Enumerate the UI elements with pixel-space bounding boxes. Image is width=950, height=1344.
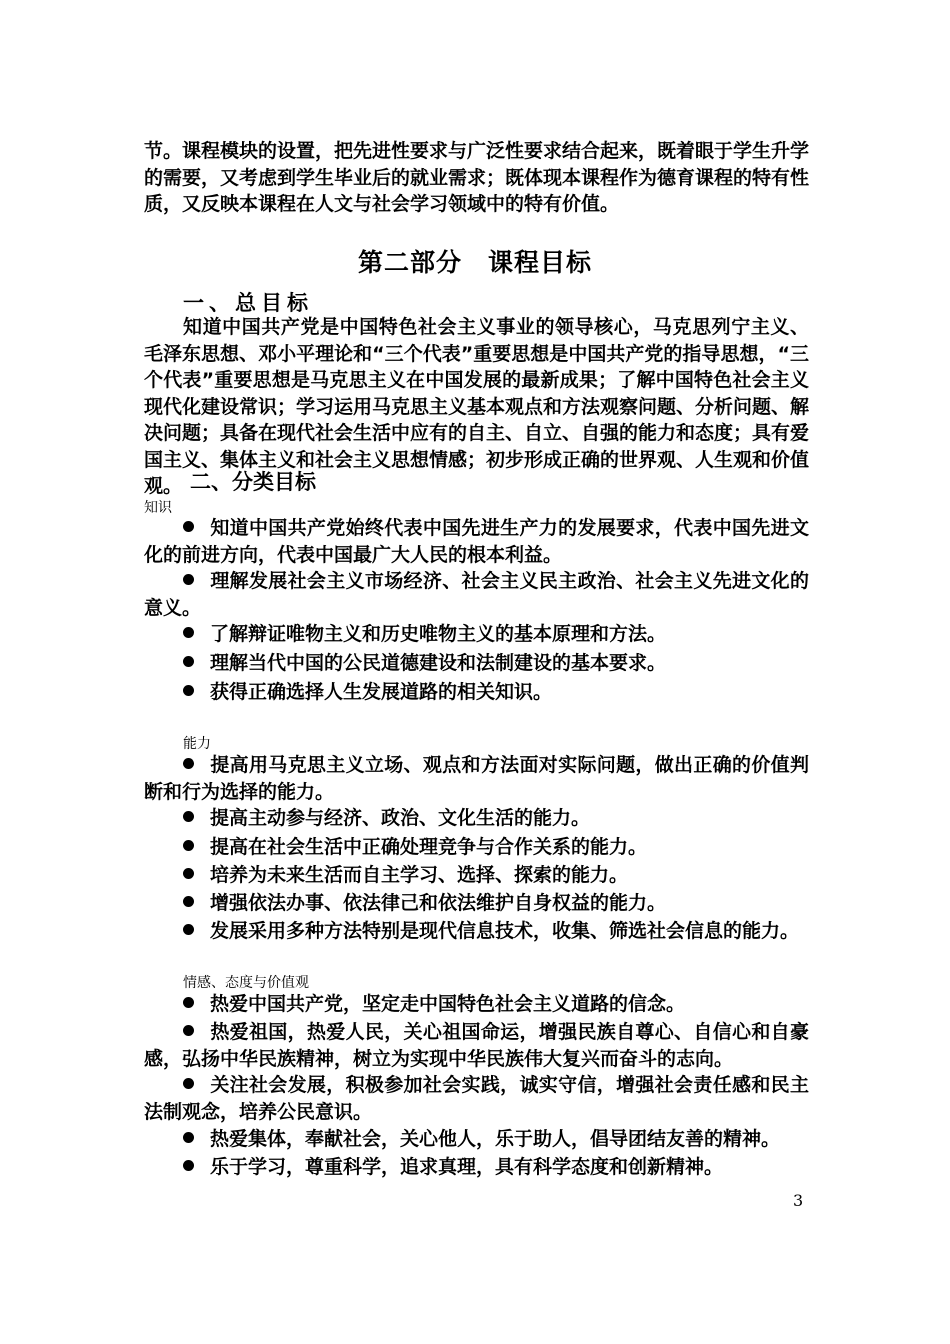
attitude-item: 乐于学习，尊重科学，追求真理，具有科学态度和创新精神。 [144, 1154, 809, 1181]
bullet-icon [183, 924, 194, 935]
ability-item: 提高主动参与经济、政治、文化生活的能力。 [144, 805, 809, 832]
bullet-icon [183, 840, 194, 851]
knowledge-item: 了解辩证唯物主义和历史唯物主义的基本原理和方法。 [144, 621, 809, 648]
attitude-item: 热爱祖国，热爱人民，关心祖国命运，增强民族自尊心、自信心和自豪感，弘扬中华民族精神，树立为实现中华民族伟大复兴而奋斗的志向。 [144, 1021, 809, 1070]
general-goal-heading: 一、总目标 [183, 291, 313, 315]
knowledge-label: 知识 [144, 500, 172, 516]
bullet-icon [183, 1160, 194, 1171]
section-title: 第二部分 课程目标 [357, 248, 592, 277]
attitude-item: 热爱集体，奉献社会，关心他人，乐于助人，倡导团结友善的精神。 [144, 1126, 809, 1153]
bullet-icon [183, 758, 194, 769]
bullet-icon [183, 896, 194, 907]
knowledge-item: 理解发展社会主义市场经济、社会主义民主政治、社会主义先进文化的意义。 [144, 570, 809, 619]
classified-goal-heading: 二、分类目标 [190, 470, 316, 494]
attitude-item: 热爱中国共产党，坚定走中国特色社会主义道路的信念。 [144, 991, 809, 1018]
intro-paragraph: 节。课程模块的设置，把先进性要求与广泛性要求结合起来，既着眼于学生升学的需要，又考虑到学生毕业后的就业需求；既体现本课程作为德育课程的特有性质，又反映本课程在人文与社会学习领域中的特有价值。 [144, 140, 810, 215]
general-goal-text: 知道中国共产党是中国特色社会主义事业的领导核心，马克思列宁主义、毛泽东思想、邓小平理论和“三个代表”重要思想是中国共产党的指导思想，“三个代表”重要思想是马克思主义在中国发展的最新成果；了解中国特色社会主义现代化建设常识；学习运用马克思主义基本观点和方法观察问题、分析问题、解决问题；具备在现代社会生活中应有的自主、自立、自强的能力和态度；具有爱国主义、集体主义和社会主义思想情感；初步形成正确的世界观、人生观和价值观。 [144, 316, 810, 497]
bullet-icon [183, 521, 194, 532]
bullet-icon [183, 627, 194, 638]
bullet-icon [183, 1025, 194, 1036]
knowledge-item: 获得正确选择人生发展道路的相关知识。 [144, 679, 809, 706]
ability-item: 发展采用多种方法特别是现代信息技术，收集、筛选社会信息的能力。 [144, 918, 809, 945]
ability-item: 增强依法办事、依法律己和依法维护自身权益的能力。 [144, 890, 809, 917]
attitude-label: 情感、态度与价值观 [183, 975, 309, 991]
ability-item: 提高用马克思主义立场、观点和方法面对实际问题，做出正确的价值判断和行为选择的能力。 [144, 754, 809, 803]
bullet-icon [183, 1078, 194, 1089]
bullet-icon [183, 868, 194, 879]
ability-label: 能力 [183, 736, 211, 752]
attitude-item: 关注社会发展，积极参加社会实践，诚实守信，增强社会责任感和民主法制观念，培养公民意识。 [144, 1074, 809, 1123]
bullet-icon [183, 1132, 194, 1143]
page-number: 3 [793, 1191, 804, 1210]
ability-item: 提高在社会生活中正确处理竞争与合作关系的能力。 [144, 834, 809, 861]
bullet-icon [183, 811, 194, 822]
bullet-icon [183, 574, 194, 585]
bullet-icon [183, 656, 194, 667]
bullet-icon [183, 685, 194, 696]
bullet-icon [183, 997, 194, 1008]
ability-item: 培养为未来生活而自主学习、选择、探索的能力。 [144, 862, 809, 889]
knowledge-item: 理解当代中国的公民道德建设和法制建设的基本要求。 [144, 650, 809, 677]
knowledge-item: 知道中国共产党始终代表中国先进生产力的发展要求，代表中国先进文化的前进方向，代表中国最广大人民的根本利益。 [144, 517, 809, 566]
